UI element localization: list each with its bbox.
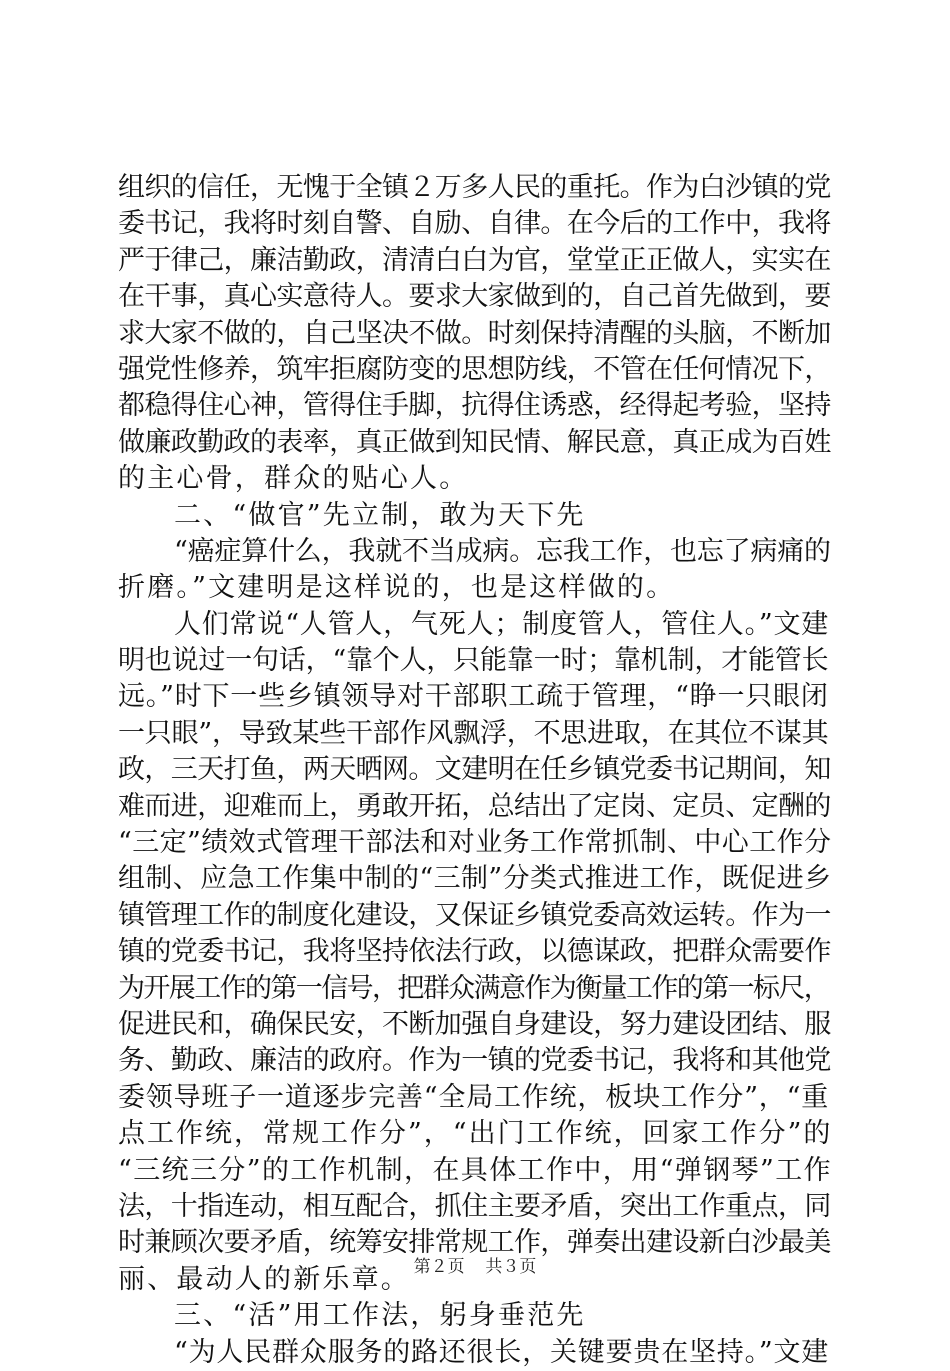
text-line: 点工作统，常规工作分”，“出门工作统，回家工作分”的 xyxy=(118,1118,832,1150)
text-line: 法，十指连动，相互配合，抓住主要矛盾，突出工作重点，同 xyxy=(118,1190,831,1222)
text-line: “三统三分”的工作机制，在具体工作中，用“弹钢琴”工作 xyxy=(118,1154,832,1186)
text-line: “三定”绩效式管理干部法和对业务工作常抓制、中心工作分 xyxy=(118,827,832,859)
section-heading: 三、“活”用工作法，躬身垂范先 xyxy=(174,1300,586,1332)
text-line: 的主心骨，群众的贴心人。 xyxy=(118,463,469,495)
text-line: “为人民群众服务的路还很长，关键要贵在坚持。”文建 xyxy=(174,1336,830,1368)
text-line: 务、勤政、廉洁的政府。作为一镇的党委书记，我将和其他党 xyxy=(118,1045,831,1077)
page-number: 第２页 xyxy=(413,1257,465,1277)
text-line: 为开展工作的第一信号，把群众满意作为衡量工作的第一标尺， xyxy=(118,972,830,1004)
text-line: 远。”时下一些乡镇领导对干部职工疏于管理，“睁一只眼闭 xyxy=(118,681,829,713)
text-line: 促进民和，确保民安，不断加强自身建设，努力建设团结、服 xyxy=(118,1008,831,1040)
text-line: 明也说过一句话，“靠个人，只能靠一时；靠机制，才能管长 xyxy=(118,645,829,677)
text-line: 组织的信任，无愧于全镇２万多人民的重托。作为白沙镇的党 xyxy=(118,172,831,203)
text-line: 严于律己，廉洁勤政，清清白白为官，堂堂正正做人，实实在 xyxy=(118,244,831,276)
text-line: 求大家不做的，自己坚决不做。时刻保持清醒的头脑，不断加 xyxy=(118,317,831,349)
text-line: 折磨。”文建明是这样说的，也是这样做的。 xyxy=(118,572,676,604)
text-line: 组制、应急工作集中制的“三制”分类式推进工作，既促进乡 xyxy=(118,863,832,895)
text-line: 人们常说“人管人，气死人；制度管人，管住人。”文建 xyxy=(174,608,830,640)
text-line: 委领导班子一道逐步完善“全局工作统，板块工作分”，“重 xyxy=(118,1081,830,1113)
text-line: “癌症算什么，我就不当成病。忘我工作，也忘了病痛的 xyxy=(174,535,831,567)
text-line: 时兼顾次要矛盾，统筹安排常规工作，弹奏出建设新白沙最美 xyxy=(118,1227,831,1259)
section-heading: 二、“做官”先立制，敢为天下先 xyxy=(174,499,586,531)
text-line: 做廉政勤政的表率，真正做到知民情、解民意，真正成为百姓 xyxy=(118,426,831,458)
document-body xyxy=(118,170,832,1371)
text-line: 丽、最动人的新乐章。 xyxy=(118,1263,410,1295)
text-line: 镇的党委书记，我将坚持依法行政，以德谋政，把群众需要作 xyxy=(118,936,831,968)
text-line: 镇管理工作的制度化建设，又保证乡镇党委高效运转。作为一 xyxy=(118,899,831,931)
text-line: 难而进，迎难而上，勇敢开拓，总结出了定岗、定员、定酬的 xyxy=(118,790,831,822)
text-line: 一只眼”，导致某些干部作风飘浮，不思进取，在其位不谋其 xyxy=(118,717,829,749)
page-total: 共３页 xyxy=(485,1257,537,1277)
text-line: 强党性修养，筑牢拒腐防变的思想防线，不管在任何情况下， xyxy=(118,353,831,385)
page-footer xyxy=(0,1256,950,1278)
text-line: 在干事，真心实意待人。要求大家做到的，自己首先做到，要 xyxy=(118,281,831,313)
text-line: 都稳得住心神，管得住手脚，抗得住诱惑，经得起考验，坚持 xyxy=(118,390,831,422)
text-line: 委书记，我将时刻自警、自励、自律。在今后的工作中，我将 xyxy=(118,208,831,240)
text-line: 政，三天打鱼，两天晒网。文建明在任乡镇党委书记期间，知 xyxy=(118,754,831,786)
